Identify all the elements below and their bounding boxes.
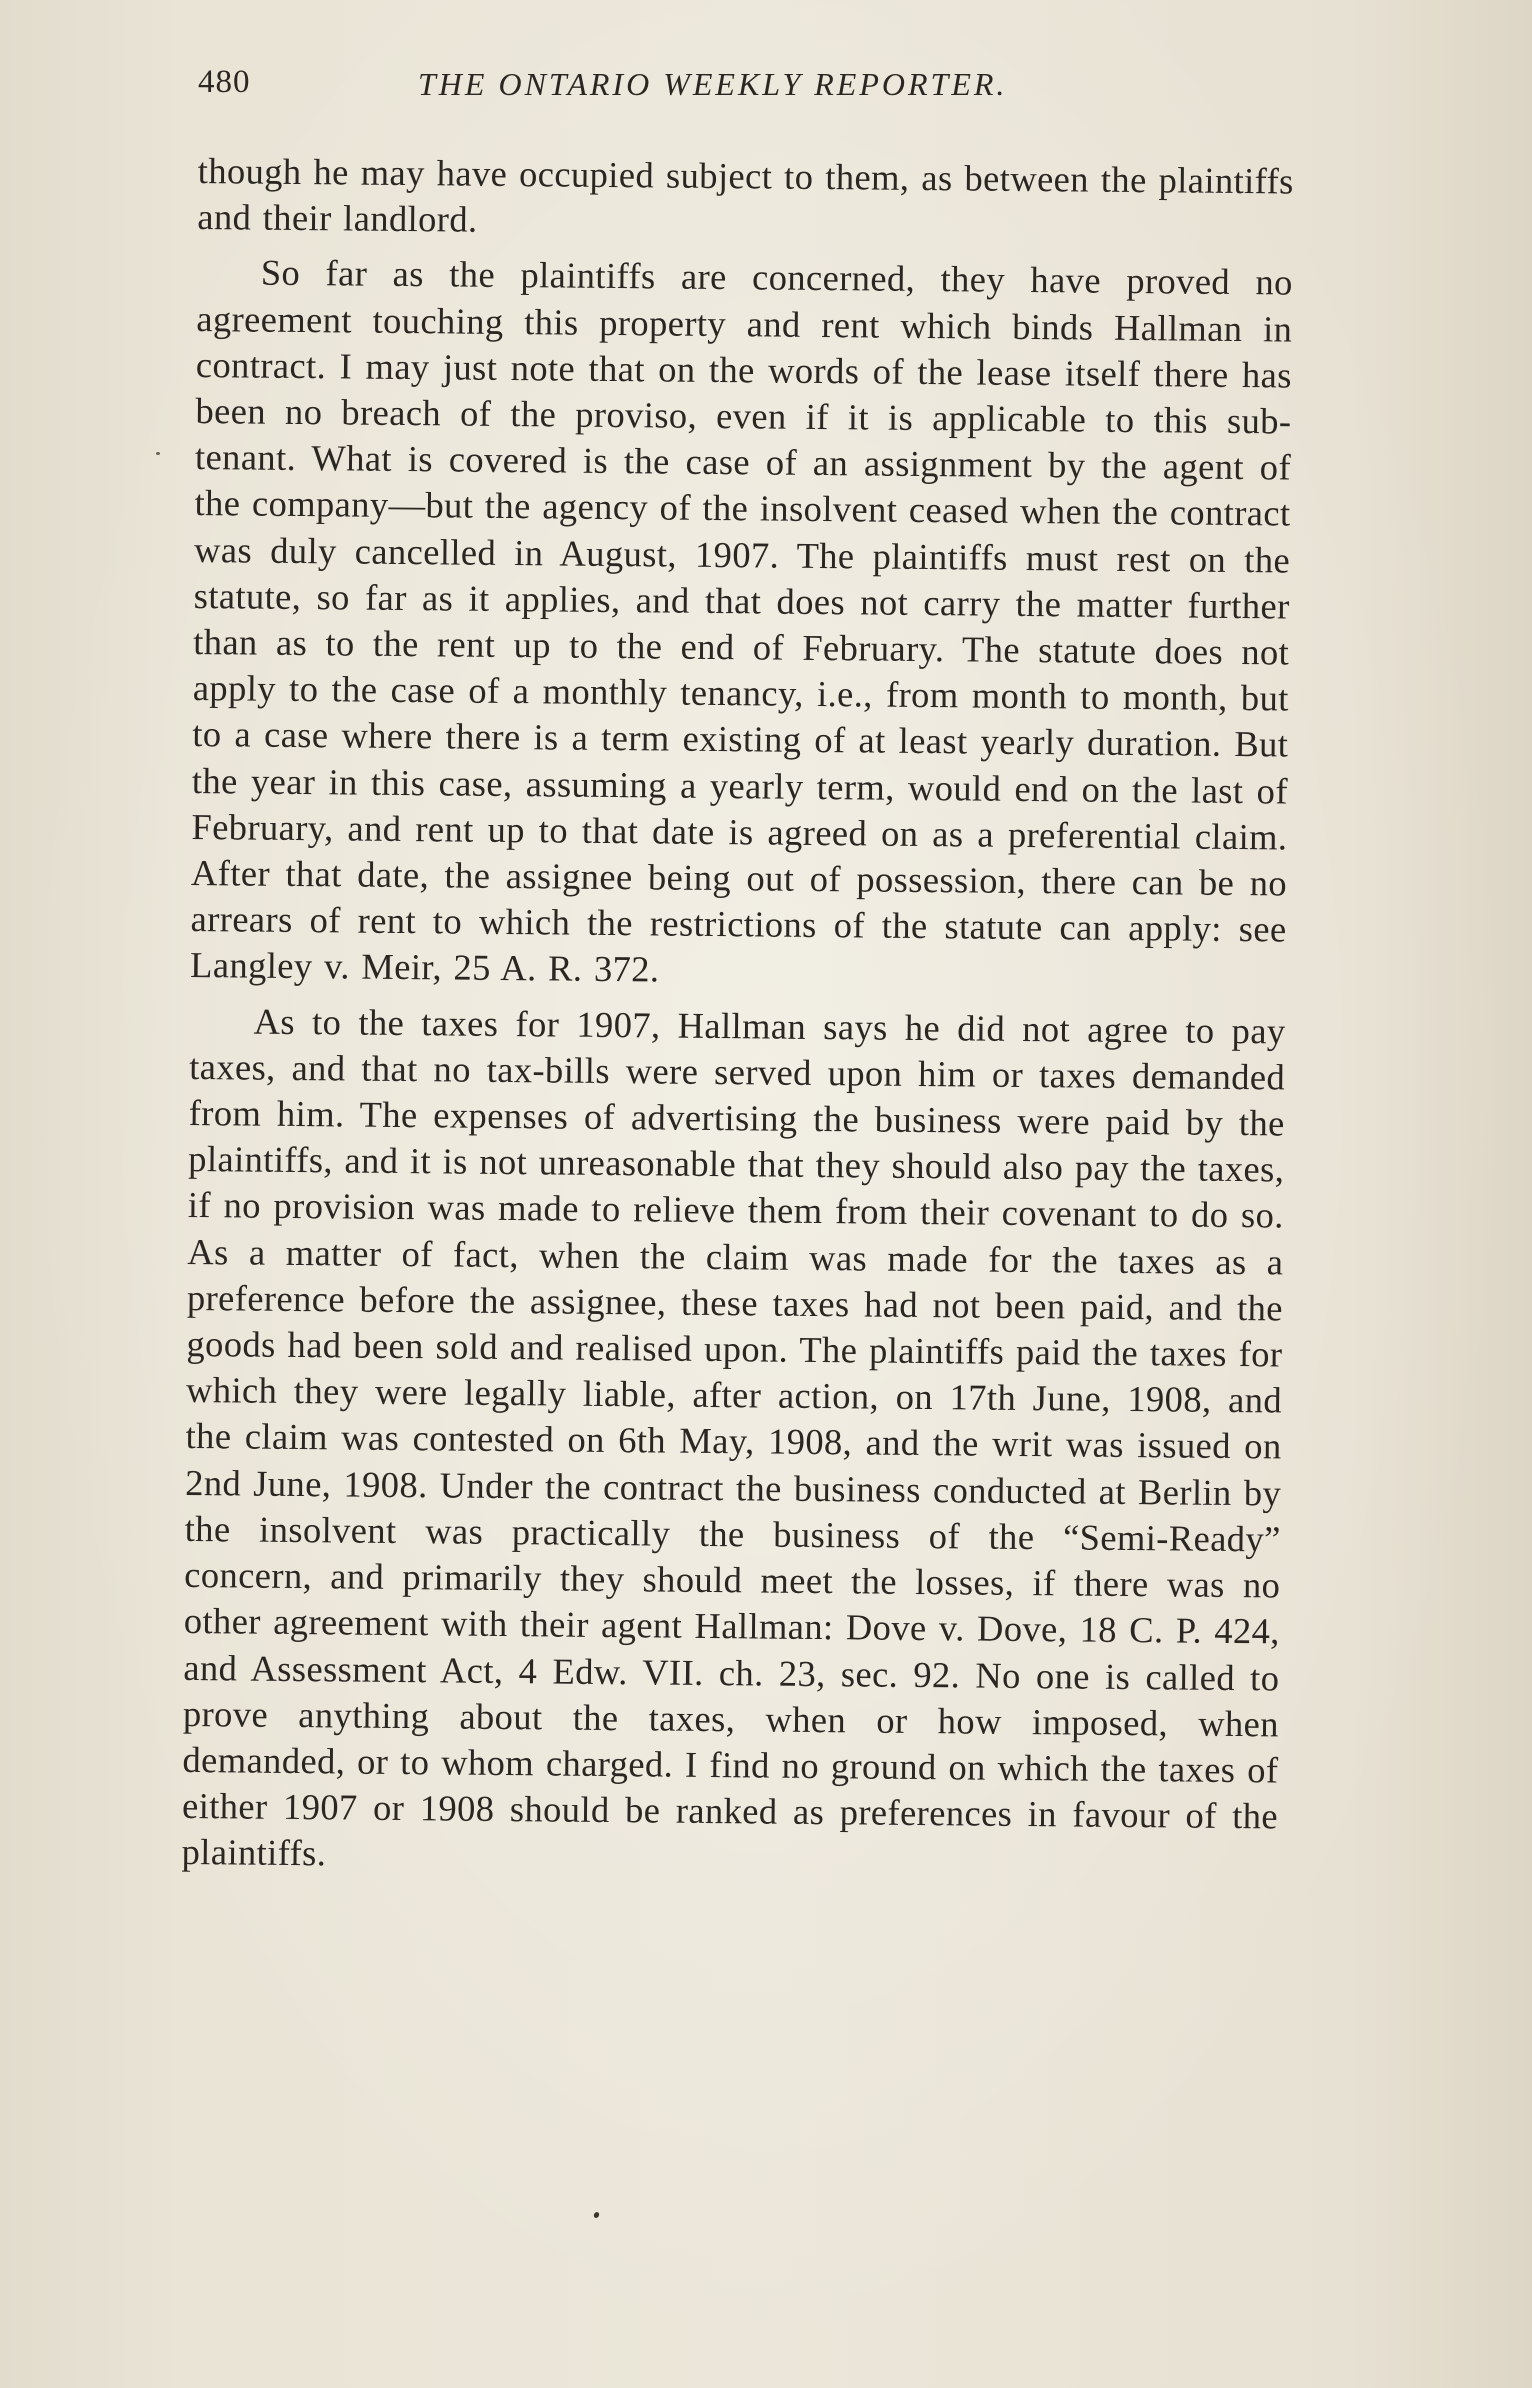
paragraph-plaintiffs-agreement: So far as the plaintiffs are concerned, they have proved no agreement touching this property and rent which binds Hallman in contract. I may just note that on the words of the lease itself there has been no breach of the proviso, even if it is applicable to this sub-tenant. What is covered is the case of an assignment by the agent of the company—but the agency of the insolvent ceased when the contract was duly cancelled in August, 1907. The plaintiffs must rest on the statute, so far as it applies, and that does not carry the matter further than as to the rent up to the end of February. The statute does not apply to the case of a monthly tenancy, i.e., from month to month, but to a case where there is a term existing of at least yearly duration. But the year in this case, assuming a yearly term, would end on the last of February, and rent up to that date is agreed on as a preferential claim. After that date, the assignee being out of possession, there can be no arrears of rent to which the restrictions of the statute can apply: see Langley v. Meir, 25 A. R. 372. xyxy=(189,252,1293,990)
journal-title: THE ONTARIO WEEKLY REPORTER. xyxy=(418,66,1008,102)
margin-speck xyxy=(156,452,160,455)
paragraph-continuation: though he may have occupied subject to them, as between the plaintiffs and their landlord. xyxy=(197,149,1294,240)
page-number: 480 xyxy=(198,64,251,100)
ink-speck xyxy=(593,2211,600,2219)
paragraph-taxes: As to the taxes for 1907, Hallman says he did not agree to pay taxes, and that no tax-bills were served upon him or taxes demanded from him. The expenses of advertising the business were paid by the plaintiffs, and it is not unreasonable that they should also pay the taxes, if no provision was made to relieve them from their covenant to do so. As a matter of fact, when the claim was made for the taxes as a preference before the assignee, these taxes had not been paid, and the goods had been sold and realised upon. The plaintiffs paid the taxes for which they were legally liable, after action, on 17th June, 1908, and the claim was contested on 6th May, 1908, and the writ was issued on 2nd June, 1908. Under the contract the business conducted at Berlin by the insolvent was practically the business of the “Semi-Ready” concern, and primarily they should meet the losses, if there was no other agreement with their agent Hallman: Dove v. Dove, 18 C. P. 424, and Assessment Act, 4 Edw. VII. ch. 23, sec. 92. No one is called to prove anything about the taxes, when or how imposed, when demanded, or to whom charged. I find no ground on which the taxes of either 1907 or 1908 should be ranked as preferences in favour of the plaintiffs. xyxy=(181,1000,1286,1874)
body-text xyxy=(181,148,1294,1895)
running-head xyxy=(198,64,1074,124)
